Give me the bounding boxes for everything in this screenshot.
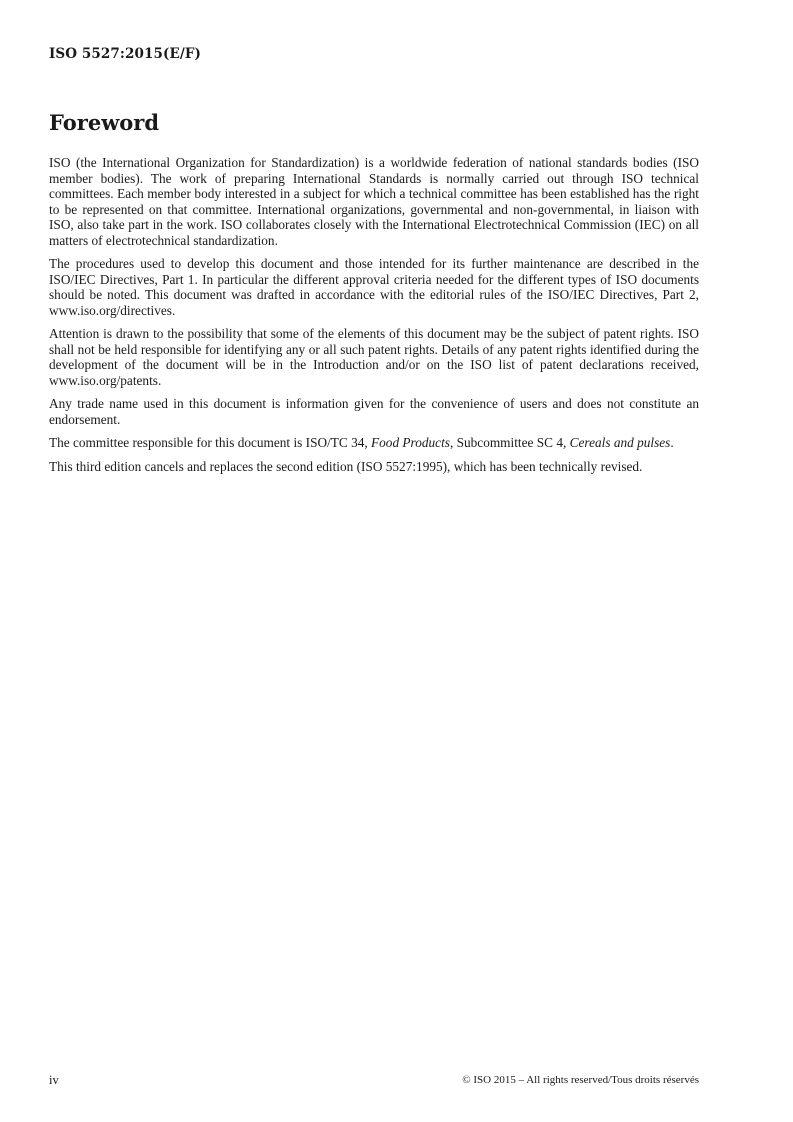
committee-text-after: .	[670, 435, 674, 450]
subcommittee-name: Cereals and pulses	[569, 435, 671, 450]
foreword-body	[49, 155, 699, 482]
paragraph-procedures: The procedures used to develop this document and those intended for its further maintenance are described in the ISO/IEC Directives, Part 1. In particular the different approval criteria needed for the different types of ISO documents should be noted. This document was drafted in accordance with the editorial rules of the ISO/IEC Directives, Part 2, www.iso.org/directives.	[49, 256, 699, 318]
document-identifier: ISO 5527:2015(E/F)	[49, 46, 202, 62]
committee-text-middle: , Subcommittee SC 4,	[449, 435, 570, 450]
page-number: iv	[49, 1073, 59, 1087]
paragraph-trade-name: Any trade name used in this document is information given for the convenience of users and does not constitute an endorsement.	[49, 396, 699, 427]
paragraph-iso-overview: ISO (the International Organization for Standardization) is a worldwide federation of national standards bodies (ISO member bodies). The work of preparing International Standards is normally carried out through ISO technical committees. Each member body interested in a subject for which a technical committee has been established has the right to be represented on that committee. International organizations, governmental and non-governmental, in liaison with ISO, also take part in the work. ISO collaborates closely with the International Electrotechnical Commission (IEC) on all matters of electrotechnical standardization.	[49, 155, 699, 248]
committee-name: Food Products	[371, 435, 450, 450]
committee-text-before: The committee responsible for this document is ISO/TC 34,	[49, 435, 372, 450]
section-title: Foreword	[49, 110, 160, 135]
paragraph-committee	[49, 435, 699, 451]
document-page	[49, 0, 699, 1122]
copyright-notice: © ISO 2015 – All rights reserved/Tous droits réservés	[462, 1074, 699, 1086]
paragraph-edition: This third edition cancels and replaces the second edition (ISO 5527:1995), which has been technically revised.	[49, 458, 643, 474]
paragraph-patent-rights: Attention is drawn to the possibility that some of the elements of this document may be the subject of patent rights. ISO shall not be held responsible for identifying any or all such patent rights. Details of any patent rights identified during the development of the document will be in the Introduction and/or on the ISO list of patent declarations received, www.iso.org/patents.	[49, 326, 699, 388]
